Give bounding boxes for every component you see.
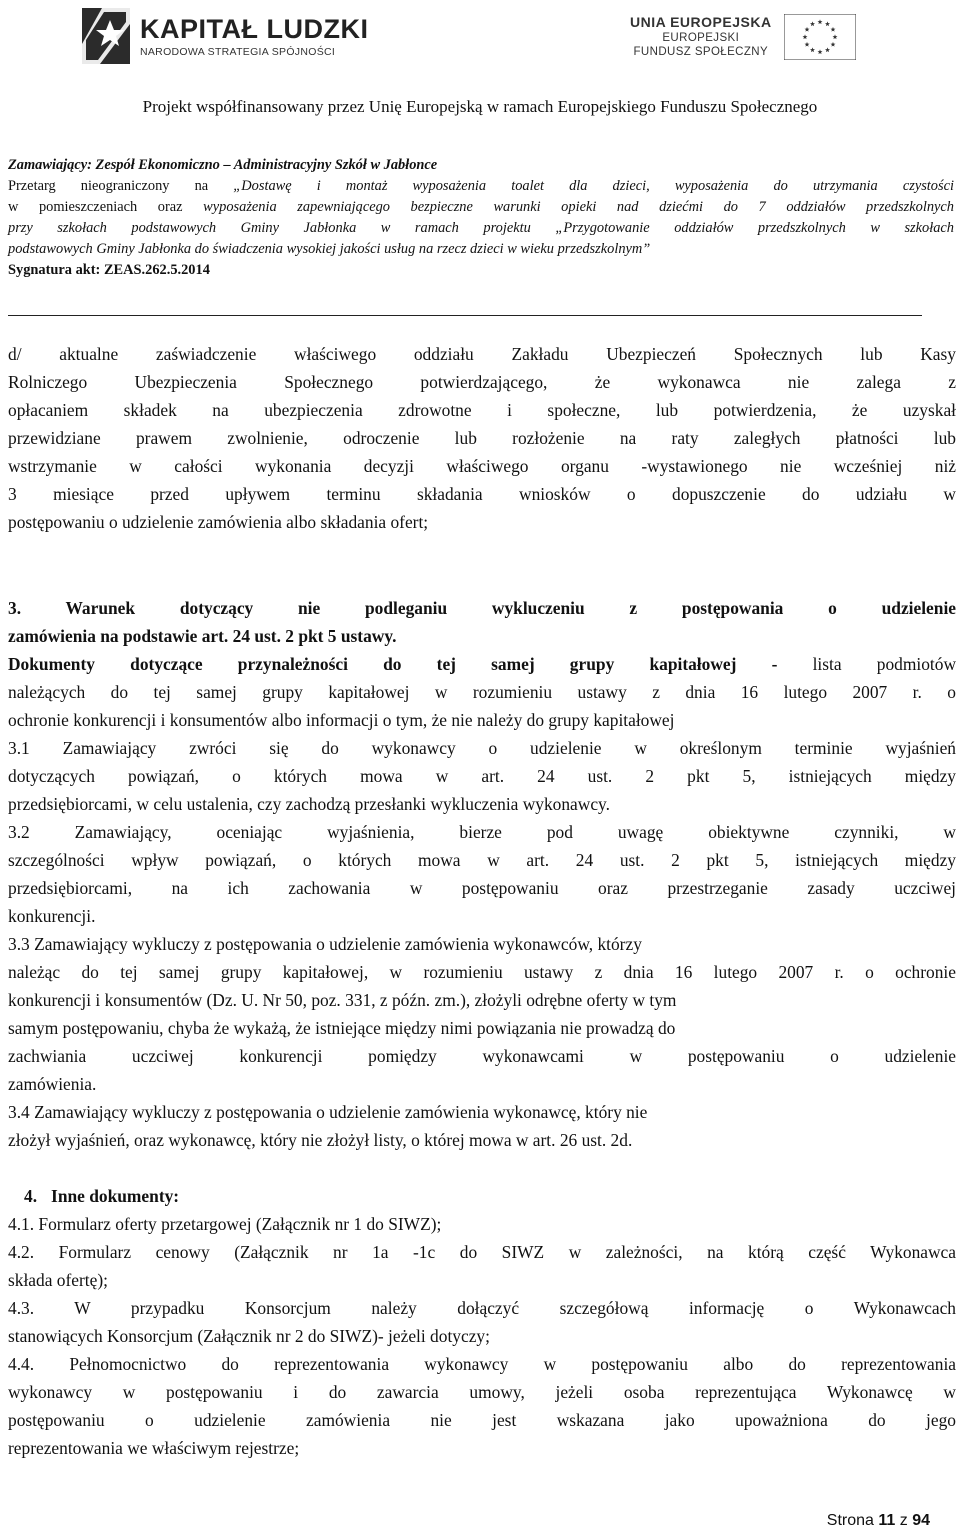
section-4-line: 4.2. Formularz cenowy (Załącznik nr 1a -1c do SIWZ w zależności, na którą część Wykonawca [8,1242,956,1262]
section-3-line: 3.3 Zamawiający wykluczy z postępowania o udzielenie zamówienia wykonawców, którzy [8,934,642,954]
section-3-line: konkurencji. [8,906,96,926]
procurement-line-1-prefix: Przetarg nieograniczony na [8,178,234,194]
header-logos [0,0,960,90]
section-4-line: składa ofertę); [8,1270,108,1290]
section-4-line: 4.1. Formularz oferty przetargowej (Załącznik nr 1 do SIWZ); [8,1214,442,1234]
section-4-line: wykonawcy w postępowaniu i do zawarcia umowy, jeżeli osoba reprezentująca Wykonawcę w [8,1382,956,1402]
section-3-line: należąc do tej samej grupy kapitałowej, w rozumieniu ustawy z dnia 16 lutego 2007 r. o ochronie [8,962,956,982]
section-4-line: stanowiących Konsorcjum (Załącznik nr 2 do SIWZ)- jeżeli dotyczy; [8,1326,490,1346]
section-4-title: Inne dokumenty: [51,1186,180,1206]
eu-logo-line1: UNIA EUROPEJSKA [630,14,772,30]
section-3-line: 3.4 Zamawiający wykluczy z postępowania o udzielenie zamówienia wykonawcę, który nie [8,1102,648,1122]
section-d-line: opłacaniem składek na ubezpieczenia zdrowotne i społeczne, lub potwierdzenia, że uzyskał [8,400,956,420]
section-d [8,340,956,536]
page-current: 11 [878,1512,896,1529]
procurement-info [8,155,954,281]
cofinancing-statement: Projekt współfinansowany przez Unię Europejską w ramach Europejskiego Funduszu Społecznego [142,97,818,116]
section-d-line: przewidziane prawem zwolnienie, odroczenie lub rozłożenie na raty zaległych płatności lub [8,428,956,448]
procurement-line-2 [8,197,954,218]
section-4 [8,1182,956,1462]
section-d-line: d/ aktualne zaświadczenie właściwego oddziału Zakładu Ubezpieczeń Społecznych lub Kasy [8,344,956,364]
section-3-line: 3.1 Zamawiający zwróci się do wykonawcy o udzielenie w określonym terminie wyjaśnień [8,738,956,758]
section-3-line: konkurencji i konsumentów (Dz. U. Nr 50, poz. 331, z późn. zm.), złożyli odrębne oferty w tym [8,990,677,1010]
eu-logo-line3: FUNDUSZ SPOŁECZNY [633,46,769,58]
procurement-line-2-prefix: w pomieszczeniach oraz [8,199,204,215]
section-3-line: ochronie konkurencji i konsumentów albo informacji o tym, że nie należy do grupy kapitałowej [8,710,675,730]
section-3-heading-line2: zamówienia na podstawie art. 24 ust. 2 pkt 5 ustawy. [8,626,397,646]
eu-logo [630,14,856,60]
section-d-line: wstrzymanie w całości wykonania decyzji właściwego organu -wystawionego nie wcześniej niż [8,456,956,476]
section-3-line: zachwiania uczciwej konkurencji pomiędzy wykonawcami w postępowaniu o udzielenie [8,1046,956,1066]
section-3-docs-bold: Dokumenty dotyczące przynależności do tej samej grupy kapitałowej - [8,654,778,674]
section-4-line: 4.3. W przypadku Konsorcjum należy dołączyć szczegółową informację o Wykonawcach [8,1298,956,1318]
procurement-line-1-italic: „Dostawę i montaż wyposażenia toalet dla dzieci, wyposażenia do utrzymania czystości [233,178,954,194]
procurement-line-4: podstawowych Gminy Jabłonka do świadczenia wysokiej jakości usług na rzecz dzieci w wieku przedszkolnym” [8,241,651,257]
reference-number: Sygnatura akt: ZEAS.262.5.2014 [8,262,210,278]
page-total: 94 [912,1512,930,1529]
section-4-number: 4. [24,1186,38,1206]
section-3-line: 3.2 Zamawiający, oceniając wyjaśnienia, bierze pod uwagę obiektywne czynniki, w [8,822,956,842]
section-4-line: 4.4. Pełnomocnictwo do reprezentowania wykonawcy w postępowaniu albo do reprezentowania [8,1354,956,1374]
section-3-line: należących do tej samej grupy kapitałowej w rozumieniu ustawy z dnia 16 lutego 2007 r. o [8,682,956,702]
ordering-party: Zamawiający: Zespół Ekonomiczno – Administracyjny Szkół w Jabłonce [8,157,438,173]
section-3-line: szczególności wpływ powiązań, o których mowa w art. 24 ust. 2 pkt 5, istniejących między [8,850,956,870]
eu-logo-line2: EUROPEJSKI [662,32,740,44]
section-3-docs-line [8,650,956,678]
procurement-line-1 [8,176,954,197]
section-d-line: postępowaniu o udzielenie zamówienia albo składania ofert; [8,512,429,532]
section-4-line: reprezentowania we właściwym rejestrze; [8,1438,300,1458]
kapital-ludzki-logo [80,4,368,68]
section-3-line: zamówienia. [8,1074,97,1094]
section-3-line: przedsiębiorcami, w celu ustalenia, czy zachodzą przesłanki wykluczenia wykonawcy. [8,794,610,814]
section-4-heading [8,1182,956,1210]
eu-flag-icon [784,14,856,60]
page-of: z [895,1512,913,1529]
procurement-line-3: przy szkołach podstawowych Gminy Jabłonka w ramach projektu „Przygotowanie oddziałów przedszkolnych w szkołach [8,220,954,236]
kapital-ludzki-logo-icon [80,4,132,68]
section-d-line: 3 miesiące przed upływem terminu składania wniosków o dopuszczenie do udziału w [8,484,956,504]
section-d-line: Rolniczego Ubezpieczenia Społecznego potwierdzającego, że wykonawca nie zalega z [8,372,956,392]
page-label: Strona [826,1512,879,1529]
section-3-docs-rest: lista podmiotów [777,654,957,674]
page-number [827,1512,930,1530]
header-divider [8,315,922,316]
section-3-line: samym postępowaniu, chyba że wykażą, że istniejące między nimi powiązania nie prowadzą do [8,1018,676,1038]
section-3-heading-line1: 3. Warunek dotyczący nie podleganiu wykluczeniu z postępowania o udzielenie [8,598,956,618]
kapital-ludzki-title: KAPITAŁ LUDZKI [140,14,369,44]
section-3-line: dotyczących powiązań, o których mowa w art. 24 ust. 2 pkt 5, istniejących między [8,766,956,786]
section-3-line: przedsiębiorcami, na ich zachowania w postępowaniu oraz przestrzeganie zasady uczciwej [8,878,956,898]
section-3-line: złożył wyjaśnień, oraz wykonawcę, który nie złożył listy, o której mowa w art. 26 ust. 2d. [8,1130,633,1150]
kapital-ludzki-subtitle: NARODOWA STRATEGIA SPÓJNOŚCI [140,46,336,58]
section-3 [8,594,956,1154]
section-4-line: postępowaniu o udzielenie zamówienia nie jest wskazana jako upoważniona do jego [8,1410,956,1430]
procurement-line-2-italic: wyposażenia zapewniającego bezpieczne warunki opieki nad dziećmi do 7 oddziałów przedszkolnych [203,199,954,215]
